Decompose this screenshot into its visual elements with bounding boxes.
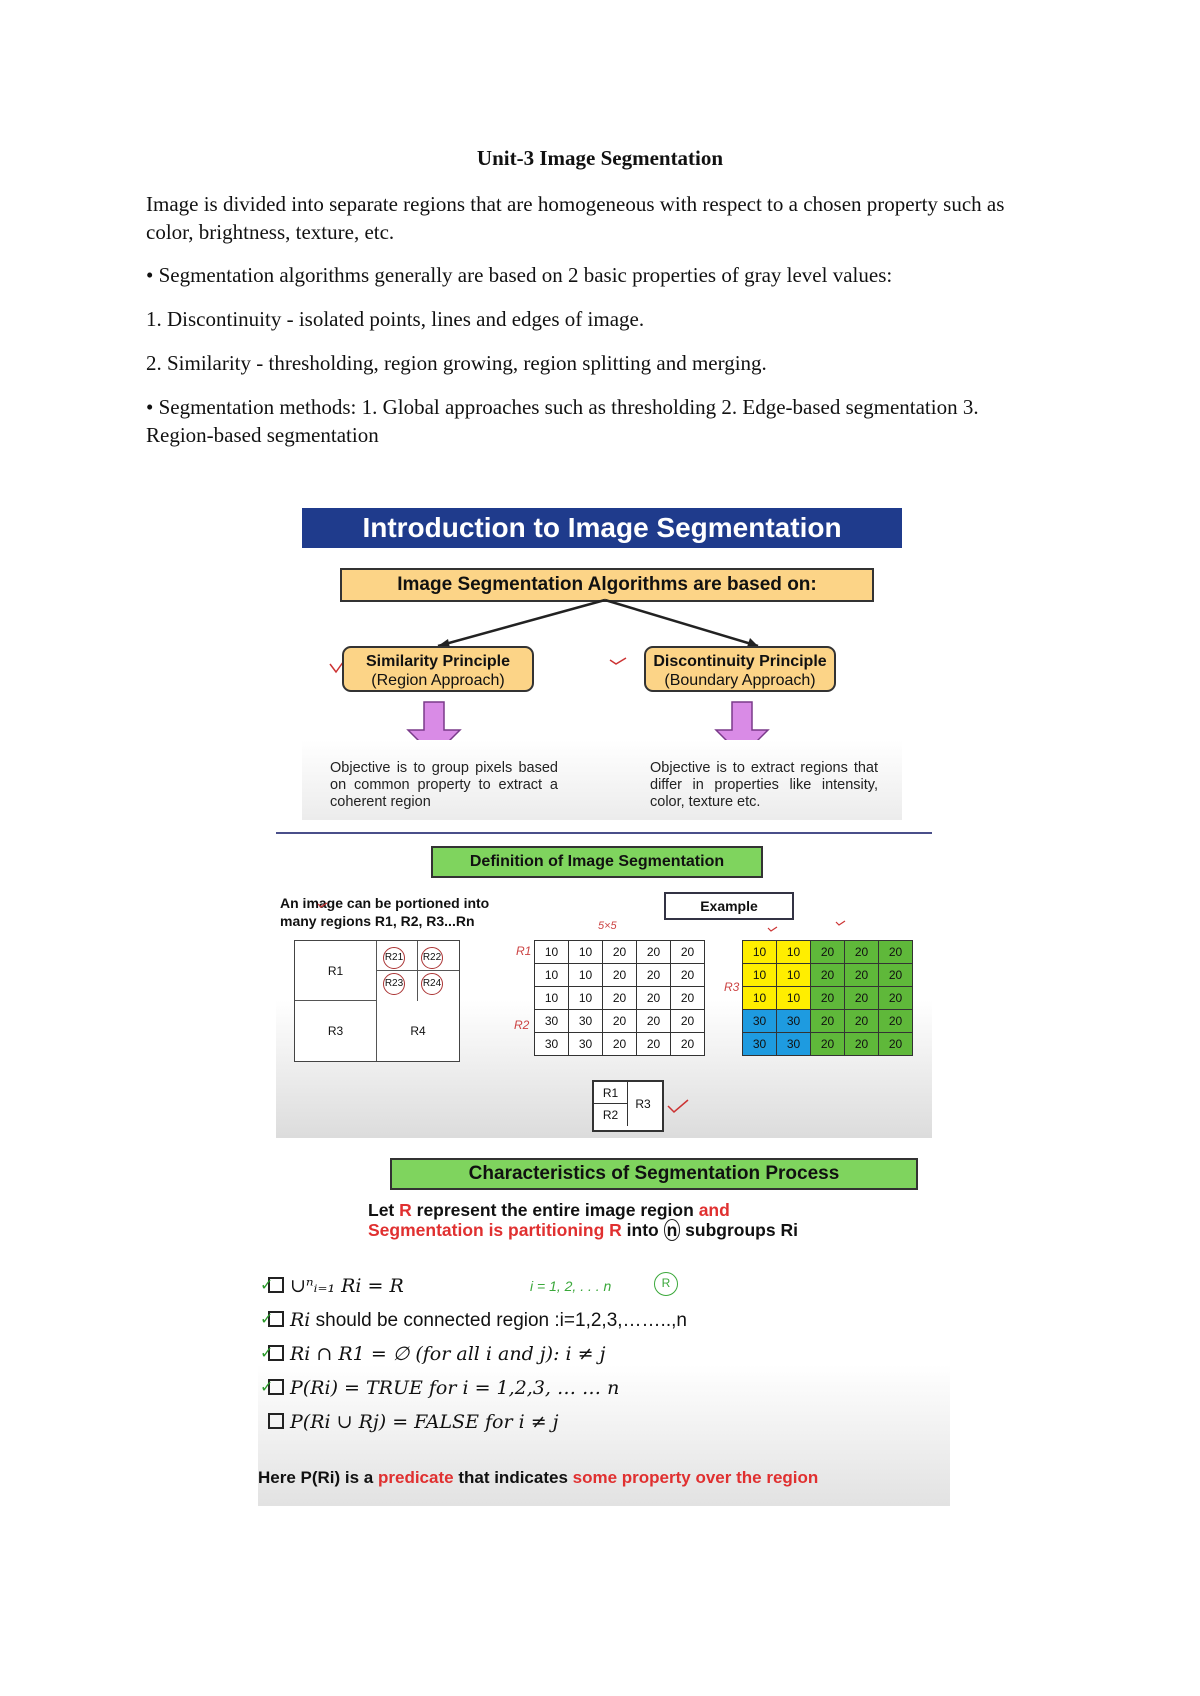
definition-title: Definition of Image Segmentation [431, 846, 763, 878]
grid-label-r2: R2 [514, 1018, 530, 1032]
grid-cell: 20 [879, 1010, 913, 1033]
region-r1: R1 [295, 941, 377, 1001]
grid-cell: 10 [777, 987, 811, 1010]
grid-label-r1: R1 [516, 944, 532, 958]
mini-r2: R2 [594, 1104, 628, 1126]
grid-cell: 10 [569, 987, 603, 1010]
slide-definition [276, 832, 932, 1138]
region-r23: R23 [383, 973, 405, 995]
grid-cell: 20 [845, 1033, 879, 1056]
item-discontinuity: 1. Discontinuity - isolated points, lines and edges of image. [146, 307, 645, 331]
grid-cell: 30 [743, 1033, 777, 1056]
grid-cell: 10 [777, 964, 811, 987]
grid-cell: 30 [569, 1010, 603, 1033]
grid-cell: 20 [671, 941, 705, 964]
let-and: and [698, 1200, 730, 1220]
let-word: Let [368, 1200, 395, 1220]
similarity-subtitle: (Region Approach) [371, 672, 505, 689]
region-r3: R3 [295, 1001, 377, 1061]
grid-cell: 10 [535, 964, 569, 987]
grid-cell: 20 [603, 1033, 637, 1056]
condition-union-text: ∪ⁿᵢ₌₁ Ri = R [290, 1275, 404, 1297]
grid-cell: 20 [879, 964, 913, 987]
grid-cell: 20 [637, 941, 671, 964]
slide-characteristics [258, 1152, 950, 1506]
grid-cell: 10 [743, 964, 777, 987]
check-mark-icon: ✓ [260, 1379, 274, 1396]
condition-connected [260, 1308, 728, 1333]
grid-cell: 20 [879, 941, 913, 964]
check-mark-icon [318, 903, 327, 907]
objective-left-text: Objective is to group pixels based on common property to extract a coherent region [330, 760, 558, 810]
condition-disjoint [260, 1342, 728, 1367]
discontinuity-subtitle: (Boundary Approach) [664, 672, 816, 689]
checkbox-icon [268, 1413, 284, 1429]
example-label: Example [664, 892, 794, 920]
slide-introduction [302, 508, 902, 820]
grid-cell: 10 [569, 964, 603, 987]
region-r4: R4 [410, 1024, 426, 1038]
grid-size-note: 5×5 [598, 920, 617, 932]
objective-right-text: Objective is to extract regions that differ in properties like intensity, color, texture etc. [650, 760, 878, 810]
grid-cell: 30 [777, 1033, 811, 1056]
check-mark-icon [610, 658, 626, 664]
characteristics-title: Characteristics of Segmentation Process [390, 1158, 918, 1190]
grid-cell: 30 [535, 1010, 569, 1033]
condition-disjoint-text: Ri ∩ R1 = ∅ (for all i and j): i ≠ j [290, 1343, 606, 1365]
annotation-marks [276, 832, 932, 1138]
let-r: R [399, 1200, 412, 1220]
predicate-note-1: Here P(Ri) is a [258, 1468, 374, 1487]
grid-cell: 30 [535, 1033, 569, 1056]
grid-cell: 20 [845, 964, 879, 987]
condition-union [260, 1274, 728, 1299]
grid-cell: 20 [811, 1010, 845, 1033]
let-into: into [626, 1220, 659, 1240]
check-mark-icon: ✓ [260, 1311, 274, 1328]
condition-predicate-true [260, 1376, 728, 1401]
arrow-to-similarity [438, 600, 605, 646]
intro-paragraph: Image is divided into separate regions that are homogeneous with respect to a chosen property such as color, brightness, texture, etc. [146, 192, 1005, 244]
grid-cell: 20 [811, 987, 845, 1010]
predicate-property: some property over the region [572, 1468, 819, 1487]
predicate-word: predicate [378, 1468, 454, 1487]
condition-predicate-true-text: P(Ri) = TRUE for i = 1,2,3, … … n [290, 1377, 620, 1399]
grid-cell: 20 [879, 1033, 913, 1056]
check-mark-icon [836, 921, 845, 925]
grid-cell: 20 [845, 987, 879, 1010]
mini-r3: R3 [635, 1097, 651, 1111]
region-r24: R24 [421, 973, 443, 995]
index-note: i = 1, 2, . . . n [530, 1278, 612, 1294]
let-text: represent the entire image region [416, 1200, 694, 1220]
check-mark-icon [668, 1100, 688, 1112]
grid-cell: 10 [743, 941, 777, 964]
let-subgroups: subgroups Ri [685, 1220, 798, 1240]
condition-connected-text: should be connected region :i=1,2,3,……..,n [315, 1310, 687, 1331]
grid-cell: 30 [569, 1033, 603, 1056]
grid-cell: 10 [743, 987, 777, 1010]
grid-cell: 20 [603, 1010, 637, 1033]
arrow-to-discontinuity [605, 600, 758, 646]
item-similarity: 2. Similarity - thresholding, region growing, region splitting and merging. [146, 351, 767, 375]
grid-cell: 20 [811, 1033, 845, 1056]
slide-banner-title: Introduction to Image Segmentation [302, 508, 902, 548]
grid-cell: 20 [637, 987, 671, 1010]
grid-cell: 20 [671, 1033, 705, 1056]
bullet-segmentation-methods: • Segmentation methods: 1. Global approaches such as thresholding 2. Edge-based segmentation 3. Region-based segmentation [146, 395, 979, 447]
grid-cell: 20 [637, 964, 671, 987]
predicate-note-2: that indicates [458, 1468, 568, 1487]
check-mark-icon: ✓ [260, 1277, 274, 1294]
grid-cell: 10 [535, 987, 569, 1010]
grid-cell: 10 [569, 941, 603, 964]
circled-r-icon: R [654, 1272, 678, 1296]
definition-description: An image can be portioned into many regions R1, R2, R3...Rn [280, 895, 490, 929]
document-title: Unit-3 Image Segmentation [476, 146, 724, 170]
grid-cell: 20 [811, 941, 845, 964]
grid-cell: 20 [637, 1010, 671, 1033]
check-mark-icon [768, 927, 777, 931]
condition-predicate-false-text: P(Ri ∪ Rj) = FALSE for i ≠ j [290, 1411, 559, 1433]
grid-cell: 10 [535, 941, 569, 964]
discontinuity-title: Discontinuity Principle [653, 653, 827, 670]
similarity-title: Similarity Principle [365, 653, 511, 670]
let-r-statement [368, 1200, 900, 1240]
region-r21: R21 [383, 947, 405, 969]
grid-cell: 20 [603, 964, 637, 987]
condition-predicate-false [268, 1410, 728, 1435]
grid-cell: 20 [603, 987, 637, 1010]
grid-cell: 30 [777, 1010, 811, 1033]
grid-cell: 10 [777, 941, 811, 964]
let-partition: Segmentation is partitioning R [368, 1220, 622, 1240]
grid-cell: 20 [879, 987, 913, 1010]
predicate-note [258, 1468, 950, 1488]
grid-cell: 20 [845, 941, 879, 964]
region-r22: R22 [421, 947, 443, 969]
mini-r1: R1 [594, 1082, 628, 1104]
grid-label-r3: R3 [724, 980, 740, 994]
algorithms-based-on-box: Image Segmentation Algorithms are based on: [340, 568, 874, 602]
grid-cell: 20 [603, 941, 637, 964]
check-mark-icon: ✓ [260, 1345, 274, 1362]
grid-cell: 20 [811, 964, 845, 987]
grid-cell: 20 [671, 964, 705, 987]
discontinuity-principle-box [644, 646, 836, 692]
bullet-basic-properties: • Segmentation algorithms generally are based on 2 basic properties of gray level values: [146, 263, 893, 287]
grid-cell: 20 [671, 987, 705, 1010]
let-n: n [664, 1219, 681, 1241]
condition-connected-var: Ri [290, 1309, 311, 1331]
similarity-principle-box [342, 646, 534, 692]
grid-cell: 30 [743, 1010, 777, 1033]
grid-cell: 20 [845, 1010, 879, 1033]
grid-cell: 20 [671, 1010, 705, 1033]
grid-cell: 20 [637, 1033, 671, 1056]
